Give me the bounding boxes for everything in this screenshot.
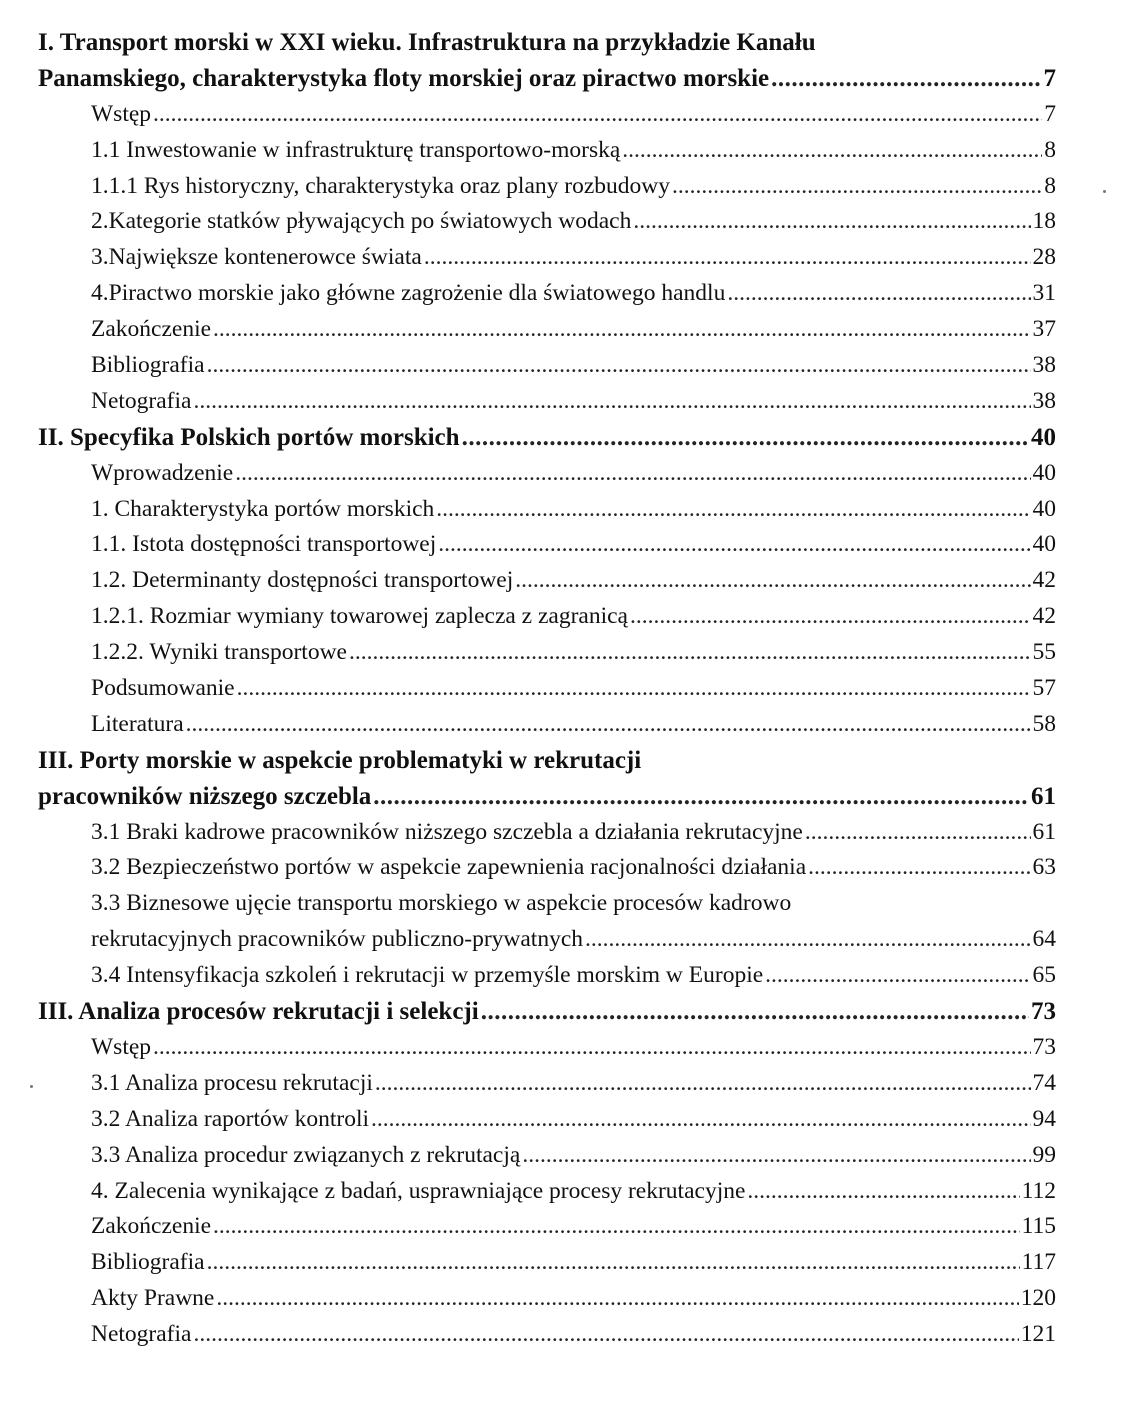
dot-leader — [424, 240, 1031, 276]
dot-leader — [622, 133, 1042, 169]
page-number: 121 — [1020, 1321, 1056, 1348]
toc-entry-text: 3.1 Analiza procesu rekrutacji — [91, 1069, 373, 1096]
toc-entry — [38, 240, 1056, 276]
toc-entry-text: 3.3 Biznesowe ujęcie transportu morskiego w aspekcie procesów kadrowo — [91, 890, 792, 917]
dot-leader — [349, 635, 1031, 671]
toc-entry — [38, 492, 1056, 528]
dot-leader — [438, 527, 1030, 563]
toc-entry-text: Literatura — [91, 710, 184, 737]
chapter-heading-text: Panamskiego, charakterystyka floty morskiej oraz piractwo morskie — [38, 64, 770, 92]
dot-leader — [515, 563, 1030, 599]
page-number: 40 — [1031, 423, 1056, 451]
toc-entry — [38, 133, 1056, 169]
chapter-heading — [38, 779, 1056, 815]
toc-entry-text: Netografia — [91, 387, 192, 414]
page-number: 7 — [1043, 64, 1056, 92]
dot-leader — [153, 1030, 1030, 1066]
toc-entry — [38, 707, 1056, 743]
page-number: 112 — [1021, 1177, 1056, 1204]
dot-leader — [462, 420, 1029, 456]
dot-leader — [765, 958, 1030, 994]
page-number: 31 — [1032, 280, 1056, 307]
dot-leader — [522, 1138, 1030, 1174]
dot-leader — [153, 97, 1042, 133]
page-number: 8 — [1044, 172, 1056, 199]
dot-leader — [207, 348, 1031, 384]
toc-entry-text: 1.1 Inwestowanie w infrastrukturę transportowo-morską — [91, 136, 621, 163]
toc-entry-text: Wstęp — [91, 100, 152, 127]
toc-entry-text: 4. Zalecenia wynikające z badań, usprawniające procesy rekrutacyjne — [91, 1177, 746, 1204]
toc-entry — [38, 1174, 1056, 1210]
toc-entry — [38, 384, 1056, 420]
chapter-heading-text: pracowników niższego szczebla — [38, 782, 372, 810]
page-number: 120 — [1020, 1285, 1056, 1312]
dot-leader — [207, 1245, 1020, 1281]
toc-entry-text: 3.3 Analiza procedur związanych z rekrutacją — [91, 1141, 521, 1168]
page-number: 65 — [1032, 962, 1056, 989]
toc-entry — [38, 671, 1056, 707]
toc-entry-text: 4.Piractwo morskie jako główne zagrożenie dla światowego handlu — [91, 280, 726, 307]
dot-leader — [727, 276, 1030, 312]
page-number: 61 — [1032, 818, 1056, 845]
toc-entry-text: Podsumowanie — [91, 675, 235, 702]
chapter-heading-text: I. Transport morski w XXI wieku. Infrastruktura na przykładzie Kanału — [38, 29, 816, 56]
toc-entry — [38, 348, 1056, 384]
dot-leader — [213, 312, 1030, 348]
toc-entry — [38, 456, 1056, 492]
page-number: 73 — [1032, 1033, 1056, 1060]
toc-entry-text: Netografia — [91, 1321, 192, 1348]
dot-leader — [633, 204, 1030, 240]
toc-entry-text: 1.2. Determinanty dostępności transportowej — [91, 567, 514, 594]
toc-entry-text: 3.1 Braki kadrowe pracowników niższego szczebla a działania rekrutacyjne — [91, 818, 803, 845]
page-number: 115 — [1021, 1213, 1056, 1240]
page-number: 38 — [1032, 352, 1056, 379]
page-number: 61 — [1031, 782, 1056, 810]
dot-leader — [805, 815, 1031, 851]
toc-entry — [38, 1317, 1056, 1353]
toc-entry — [38, 312, 1056, 348]
page-number: 42 — [1032, 603, 1056, 630]
chapter-heading — [38, 420, 1056, 456]
page-number: 99 — [1032, 1141, 1056, 1168]
dot-leader — [630, 599, 1031, 635]
scan-speck — [1103, 190, 1106, 193]
toc-entry — [38, 850, 1056, 886]
dot-leader — [373, 779, 1029, 815]
toc-entry-text: Bibliografia — [91, 352, 205, 379]
chapter-heading — [38, 743, 1056, 779]
toc-entry-text: Wprowadzenie — [91, 459, 234, 486]
dot-leader — [585, 922, 1030, 958]
toc-entry — [38, 1030, 1056, 1066]
dot-leader — [216, 1281, 1018, 1317]
dot-leader — [235, 456, 1030, 492]
toc-entry — [38, 886, 1056, 922]
toc-entry — [38, 169, 1056, 205]
page-number: 117 — [1021, 1249, 1056, 1276]
dot-leader — [237, 671, 1031, 707]
toc-entry-text: 3.Największe kontenerowce świata — [91, 244, 422, 271]
toc-entry-text: 3.4 Intensyfikacja szkoleń i rekrutacji w przemyśle morskim w Europie — [91, 962, 764, 989]
chapter-heading-text: III. Analiza procesów rekrutacji i selekcji — [38, 998, 479, 1026]
toc-entry — [38, 563, 1056, 599]
toc-entry-text: 1.2.1. Rozmiar wymiany towarowej zaplecza z zagranicą — [91, 603, 628, 630]
page-number: 57 — [1032, 675, 1056, 702]
page-number: 38 — [1032, 387, 1056, 414]
toc-entry — [38, 1138, 1056, 1174]
page-number: 40 — [1032, 531, 1056, 558]
toc-entry — [38, 1102, 1056, 1138]
chapter-heading — [38, 994, 1056, 1030]
toc-entry-text: 1. Charakterystyka portów morskich — [91, 495, 435, 522]
page-number: 73 — [1031, 998, 1056, 1026]
toc-entry-text: Wstęp — [91, 1033, 152, 1060]
page-number: 63 — [1032, 854, 1056, 881]
dot-leader — [193, 384, 1030, 420]
page-number: 42 — [1032, 567, 1056, 594]
dot-leader — [747, 1174, 1019, 1210]
toc-entry — [38, 97, 1056, 133]
dot-leader — [771, 61, 1041, 97]
toc-entry — [38, 527, 1056, 563]
toc-entry-text: Zakończenie — [91, 316, 212, 343]
toc-entry — [38, 815, 1056, 851]
page-number: 37 — [1032, 316, 1056, 343]
toc-entry-text: Zakończenie — [91, 1213, 212, 1240]
toc-entry — [38, 276, 1056, 312]
chapter-heading-text: II. Specyfika Polskich portów morskich — [38, 423, 460, 451]
toc-entry — [38, 599, 1056, 635]
toc-entry-text: 1.1.1 Rys historyczny, charakterystyka oraz plany rozbudowy — [91, 172, 670, 199]
dot-leader — [808, 850, 1030, 886]
toc-entry-text: Akty Prawne — [91, 1285, 215, 1312]
toc-entry — [38, 204, 1056, 240]
dot-leader — [213, 1209, 1020, 1245]
table-of-contents — [38, 25, 1056, 1353]
toc-entry-text: Bibliografia — [91, 1249, 205, 1276]
page-number: 64 — [1032, 926, 1056, 953]
page-number: 58 — [1032, 710, 1056, 737]
dot-leader — [672, 169, 1042, 205]
toc-entry-text: 2.Kategorie statków pływających po światowych wodach — [91, 208, 632, 235]
toc-entry — [38, 1066, 1056, 1102]
toc-entry — [38, 1209, 1056, 1245]
page-number: 74 — [1032, 1069, 1056, 1096]
dot-leader — [436, 492, 1030, 528]
page-number: 8 — [1044, 136, 1056, 163]
toc-entry — [38, 958, 1056, 994]
dot-leader — [193, 1317, 1018, 1353]
toc-entry-text: 1.1. Istota dostępności transportowej — [91, 531, 437, 558]
chapter-heading — [38, 25, 1056, 61]
dot-leader — [186, 707, 1031, 743]
toc-entry — [38, 1281, 1056, 1317]
toc-entry — [38, 1245, 1056, 1281]
toc-entry-text: rekrutacyjnych pracowników publiczno-prywatnych — [91, 926, 584, 953]
page-number: 55 — [1032, 639, 1056, 666]
page-number: 94 — [1032, 1105, 1056, 1132]
toc-entry-text: 3.2 Analiza raportów kontroli — [91, 1105, 370, 1132]
page-number: 18 — [1032, 208, 1056, 235]
dot-leader — [371, 1102, 1030, 1138]
toc-entry-text: 3.2 Bezpieczeństwo portów w aspekcie zapewnienia racjonalności działania — [91, 854, 807, 881]
page-number: 28 — [1032, 244, 1056, 271]
toc-entry — [38, 922, 1056, 958]
scan-speck — [30, 1085, 33, 1088]
dot-leader — [481, 994, 1029, 1030]
toc-entry — [38, 635, 1056, 671]
page-number: 7 — [1044, 100, 1056, 127]
page-number: 40 — [1032, 459, 1056, 486]
chapter-heading-text: III. Porty morskie w aspekcie problematyki w rekrutacji — [38, 746, 642, 774]
toc-entry-text: 1.2.2. Wyniki transportowe — [91, 639, 347, 666]
page-number: 40 — [1032, 495, 1056, 522]
dot-leader — [375, 1066, 1031, 1102]
chapter-heading — [38, 61, 1056, 97]
